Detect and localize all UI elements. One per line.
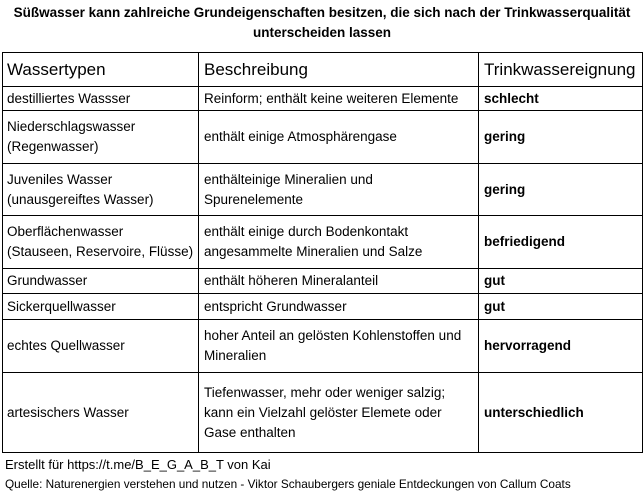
column-header-water-types: Wassertypen [3, 53, 199, 87]
cell-water-type [3, 269, 199, 294]
cell-description [199, 87, 479, 111]
cell-line: enthält einige durch Bodenkontakt [204, 224, 409, 239]
table-row [3, 87, 643, 111]
cell-water-type [3, 373, 199, 453]
cell-line: Juveniles Wasser [7, 171, 113, 187]
cell-water-type [3, 164, 199, 216]
cell-line: artesischers Wasser [7, 404, 129, 420]
table-row [3, 294, 643, 320]
table-body [3, 87, 643, 453]
cell-suitability: unterschiedlich [479, 373, 643, 453]
table-row [3, 111, 643, 164]
cell-line: (Regenwasser) [7, 139, 99, 154]
title-line: Süßwasser kann zahlreiche Grundeigenschaften besitzen, die sich nach der Trinkwasserqualität [13, 5, 631, 20]
footer-credit: Erstellt für https://t.me/B_E_G_A_B_T von Kai [5, 457, 271, 472]
cell-description [199, 111, 479, 164]
table-row [3, 164, 643, 216]
cell-suitability: befriedigend [479, 216, 643, 269]
title-line: unterscheiden lassen [252, 25, 392, 40]
cell-description [199, 164, 479, 216]
cell-line: Gase enthalten [204, 424, 296, 440]
table-row [3, 269, 643, 294]
cell-line: Niederschlagswasser [7, 119, 136, 134]
cell-suitability: hervorragend [479, 320, 643, 373]
cell-line: Spurenelemente [204, 191, 304, 207]
cell-line: Reinform; enthält keine weiteren Elemente [204, 90, 459, 106]
water-types-table [2, 52, 643, 453]
table-header-row [3, 53, 643, 87]
cell-water-type [3, 294, 199, 320]
cell-line: kann ein Vielzahl gelöster Elemete oder [204, 404, 442, 420]
cell-suitability: gut [479, 269, 643, 294]
cell-description [199, 320, 479, 373]
table-row [3, 216, 643, 269]
cell-line: entspricht Grundwasser [204, 298, 347, 314]
cell-water-type [3, 111, 199, 164]
column-header-description: Beschreibung [199, 53, 479, 87]
column-header-drinking-suitability: Trinkwassereignung [479, 53, 643, 87]
cell-suitability: schlecht [479, 87, 643, 111]
footer-source: Quelle: Naturenergien verstehen und nutzen - Viktor Schaubergers geniale Entdeckungen von Callum Coats [5, 477, 571, 491]
cell-line: angesammelte Mineralien und Salze [204, 244, 423, 259]
cell-water-type [3, 216, 199, 269]
cell-description [199, 294, 479, 320]
cell-line: Oberflächenwasser [7, 224, 124, 239]
cell-line: hoher Anteil an gelösten Kohlenstoffen und [204, 328, 462, 343]
cell-description [199, 373, 479, 453]
cell-line: Grundwasser [7, 273, 88, 288]
cell-line: Sickerquellwasser [7, 298, 116, 314]
document-title [0, 3, 644, 43]
table-row [3, 373, 643, 453]
cell-description [199, 269, 479, 294]
cell-description [199, 216, 479, 269]
cell-line: echtes Quellwasser [7, 338, 125, 353]
cell-line: (unausgereiftes Wasser) [7, 191, 154, 207]
cell-line: Tiefenwasser, mehr oder weniger salzig; [204, 384, 446, 400]
cell-line: enthält einige Atmosphärengase [204, 129, 397, 144]
cell-line: Mineralien [204, 348, 267, 363]
cell-suitability: gut [479, 294, 643, 320]
cell-suitability: gering [479, 111, 643, 164]
cell-line: (Stauseen, Reservoire, Flüsse) [7, 244, 194, 259]
cell-line: enthält höheren Mineralanteil [204, 273, 379, 288]
cell-line: destilliertes Wassser [7, 90, 131, 106]
cell-line: enthälteinige Mineralien und [204, 171, 373, 187]
table-row [3, 320, 643, 373]
cell-water-type [3, 87, 199, 111]
cell-suitability: gering [479, 164, 643, 216]
cell-water-type [3, 320, 199, 373]
